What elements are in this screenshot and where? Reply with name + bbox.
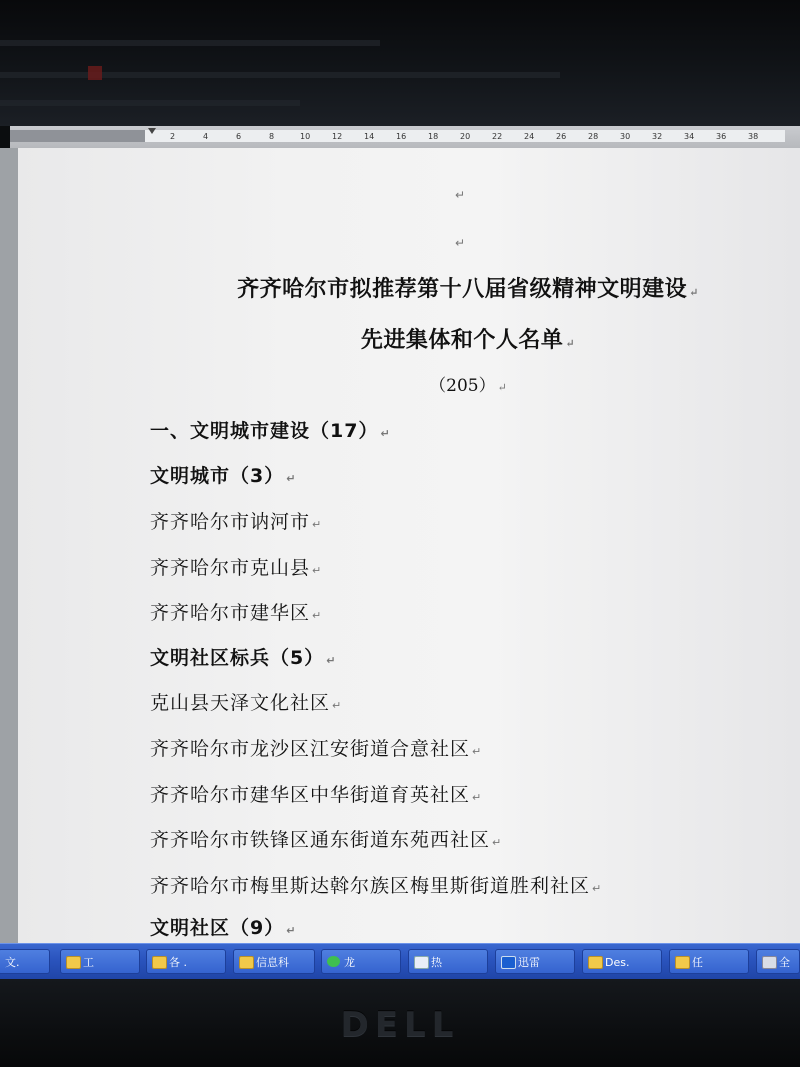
taskbar-button-folder[interactable]	[233, 949, 315, 974]
list-item[interactable]	[150, 688, 342, 715]
ruler-tick: 30	[620, 132, 631, 141]
ruler-tick: 2	[170, 132, 176, 141]
line-text: 齐齐哈尔市建华区中华街道育英社区	[150, 784, 471, 806]
empty-paragraph-mark: ↵	[455, 236, 466, 250]
title-text: 齐齐哈尔市拟推荐第十八届省级精神文明建设	[237, 276, 688, 302]
paragraph-mark: ↵	[380, 427, 391, 440]
taskbar-button-app[interactable]	[408, 949, 488, 974]
taskbar-button-folder[interactable]	[669, 949, 749, 974]
list-item[interactable]	[150, 825, 502, 852]
folder-icon	[588, 956, 603, 969]
faded-toolbar-line	[0, 100, 300, 106]
taskbar-label: 各 .	[169, 956, 187, 969]
ruler-tick: 20	[460, 132, 471, 141]
ruler-tick: 8	[269, 132, 275, 141]
ruler-tick: 38	[748, 132, 759, 141]
line-text: 齐齐哈尔市建华区	[150, 602, 311, 624]
taskbar-label: 工	[83, 956, 94, 969]
paragraph-mark: ↵	[497, 381, 507, 394]
taskbar-button-folder[interactable]	[582, 949, 662, 974]
section-heading[interactable]	[150, 416, 391, 443]
ruler-tick: 16	[396, 132, 407, 141]
taskbar-button-document[interactable]	[0, 949, 50, 974]
line-text: 一、文明城市建设（17）	[150, 420, 379, 442]
line-text: 文明城市（3）	[150, 465, 285, 487]
taskbar-label: 热	[431, 956, 442, 969]
faded-red-icon	[88, 66, 102, 80]
ruler-tick: 24	[524, 132, 535, 141]
line-text: 齐齐哈尔市梅里斯达斡尔族区梅里斯街道胜利社区	[150, 875, 591, 897]
line-text: 齐齐哈尔市克山县	[150, 557, 311, 579]
taskbar-label: 任	[692, 956, 703, 969]
line-text: 齐齐哈尔市龙沙区江安街道合意社区	[150, 738, 471, 760]
empty-paragraph-mark: ↵	[455, 188, 466, 202]
paragraph-mark: ↵	[472, 745, 483, 758]
ruler-tick: 22	[492, 132, 503, 141]
document-page[interactable]	[18, 148, 800, 943]
ruler-tick: 26	[556, 132, 567, 141]
paragraph-mark: ↵	[312, 564, 323, 577]
taskbar-label: Des.	[605, 956, 630, 969]
taskbar-label: 文.	[5, 956, 20, 969]
list-item[interactable]	[150, 598, 322, 625]
taskbar-label: 迅雷	[518, 956, 540, 969]
paragraph-mark: ↵	[312, 518, 323, 531]
paragraph-mark: ↵	[592, 882, 603, 895]
folder-icon	[152, 956, 167, 969]
folder-icon	[239, 956, 254, 969]
document-icon	[414, 956, 429, 969]
subsection-heading[interactable]	[150, 643, 336, 670]
ruler-tick: 34	[684, 132, 695, 141]
folder-icon	[66, 956, 81, 969]
paragraph-mark: ↵	[286, 472, 297, 485]
subsection-heading[interactable]	[150, 913, 296, 940]
monitor-bezel-top	[0, 0, 800, 126]
indent-marker[interactable]	[148, 128, 156, 134]
paragraph-mark: ↵	[689, 286, 699, 299]
list-item[interactable]	[150, 871, 602, 898]
list-item[interactable]	[150, 780, 482, 807]
ruler-tick: 12	[332, 132, 343, 141]
list-item[interactable]	[150, 553, 322, 580]
taskbar-label: 全	[779, 956, 790, 969]
line-text: 齐齐哈尔市讷河市	[150, 511, 311, 533]
line-text: 克山县天泽文化社区	[150, 692, 331, 714]
ruler-tick: 10	[300, 132, 311, 141]
window-icon	[762, 956, 777, 969]
horizontal-ruler[interactable]	[10, 126, 800, 149]
subsection-heading[interactable]	[150, 461, 296, 488]
ruler-tick: 18	[428, 132, 439, 141]
list-item[interactable]	[150, 507, 322, 534]
ruler-tick: 28	[588, 132, 599, 141]
taskbar-button-folder[interactable]	[60, 949, 140, 974]
taskbar	[0, 943, 800, 980]
title-text: 先进集体和个人名单	[360, 327, 564, 353]
total-count-text: （205）	[429, 376, 496, 396]
faded-toolbar-line	[0, 72, 560, 78]
line-text: 文明社区（9）	[150, 917, 285, 939]
taskbar-button-thunder[interactable]	[495, 949, 575, 974]
document-title-line1[interactable]	[168, 272, 768, 303]
ruler-tick: 32	[652, 132, 663, 141]
taskbar-label: 信息科	[256, 956, 289, 969]
faded-toolbar-line	[0, 40, 380, 46]
paragraph-mark: ↵	[286, 924, 297, 937]
ruler-tick: 6	[236, 132, 242, 141]
ruler-tick: 14	[364, 132, 375, 141]
folder-icon	[675, 956, 690, 969]
browser-icon	[327, 956, 340, 967]
paragraph-mark: ↵	[326, 654, 337, 667]
taskbar-button-browser[interactable]	[321, 949, 401, 974]
taskbar-label: 龙	[344, 956, 355, 969]
taskbar-button-app[interactable]	[756, 949, 800, 974]
ruler-tick: 4	[203, 132, 209, 141]
line-text: 文明社区标兵（5）	[150, 647, 325, 669]
paragraph-mark: ↵	[565, 337, 576, 350]
paragraph-mark: ↵	[312, 609, 323, 622]
monitor-brand-logo: DELL	[340, 1005, 460, 1045]
document-title-line2[interactable]	[168, 323, 768, 354]
paragraph-mark: ↵	[472, 791, 483, 804]
taskbar-button-folder[interactable]	[146, 949, 226, 974]
list-item[interactable]	[150, 734, 482, 761]
paragraph-mark: ↵	[492, 836, 503, 849]
total-count[interactable]	[168, 371, 768, 396]
thunder-icon	[501, 956, 516, 969]
line-text: 齐齐哈尔市铁锋区通东街道东苑西社区	[150, 829, 491, 851]
ruler-left-margin	[10, 130, 145, 142]
ruler-tick: 36	[716, 132, 727, 141]
paragraph-mark: ↵	[332, 699, 343, 712]
document-gutter	[0, 148, 18, 943]
